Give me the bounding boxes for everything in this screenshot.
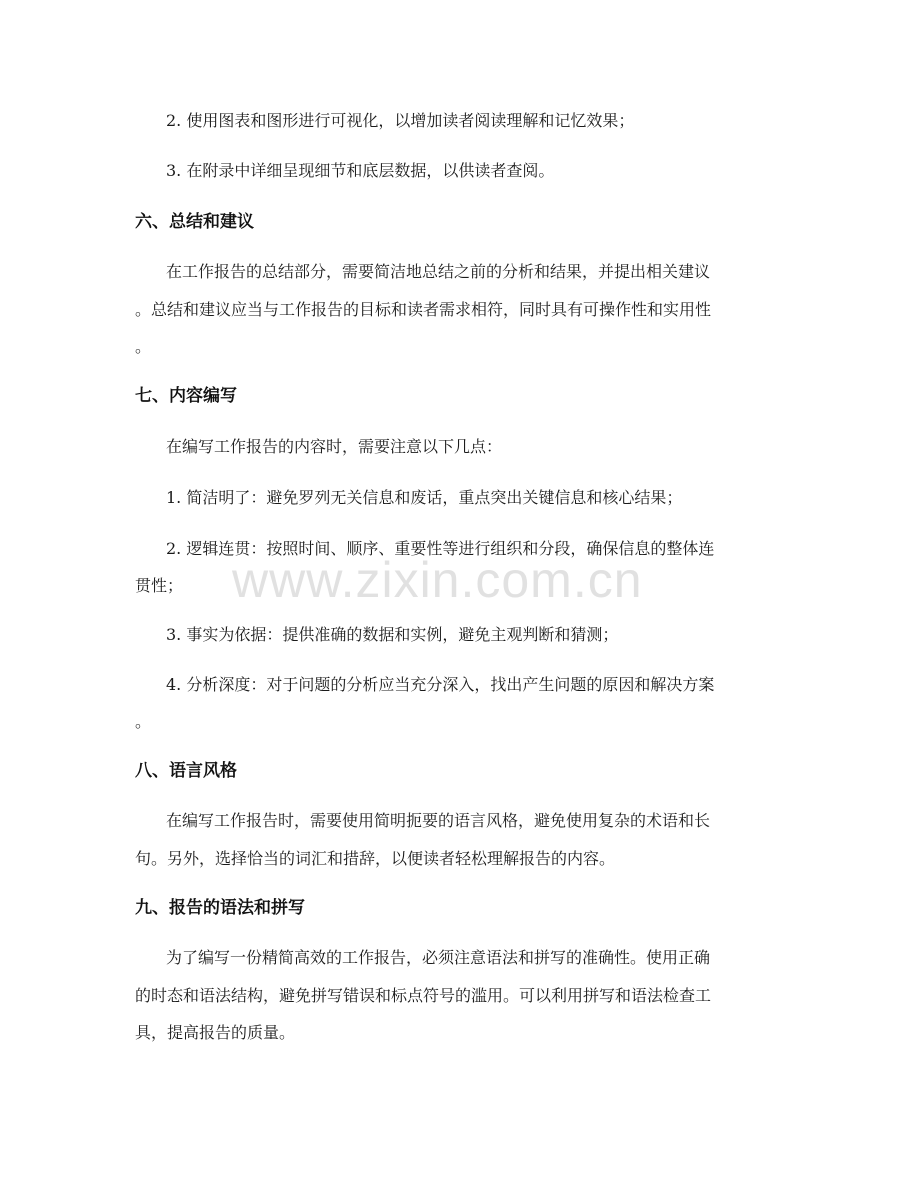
paragraph-line: 。 — [135, 337, 152, 356]
watermark: www.zixin.com.cn — [232, 552, 643, 608]
section-heading-8: 八、语言风格 — [135, 761, 237, 781]
list-item-3: 3. 在附录中详细呈现细节和底层数据，以供读者查阅。 — [166, 161, 555, 180]
paragraph-line: 为了编写一份精简高效的工作报告，必须注意语法和拼写的准确性。使用正确 — [166, 948, 711, 967]
paragraph-line: 的时态和语法结构，避免拼写错误和标点符号的滥用。可以利用拼写和语法检查工 — [135, 986, 712, 1005]
paragraph-line: 具，提高报告的质量。 — [135, 1023, 296, 1042]
paragraph-line: 句。另外，选择恰当的词汇和措辞，以便读者轻松理解报告的内容。 — [135, 849, 616, 868]
list-item-point-4-cont: 。 — [135, 712, 152, 731]
paragraph-line: 在工作报告的总结部分，需要简洁地总结之前的分析和结果，并提出相关建议 — [166, 262, 711, 281]
list-item-point-1: 1. 简洁明了：避免罗列无关信息和废话，重点突出关键信息和核心结果； — [166, 488, 683, 507]
paragraph-line: 在编写工作报告的内容时，需要注意以下几点： — [166, 437, 503, 456]
section-heading-6: 六、总结和建议 — [135, 212, 254, 232]
list-item-point-2-cont: 贯性； — [135, 576, 184, 595]
section-heading-9: 九、报告的语法和拼写 — [135, 898, 305, 918]
paragraph-line: 在编写工作报告时，需要使用简明扼要的语言风格，避免使用复杂的术语和长 — [166, 811, 711, 830]
paragraph-line: 。总结和建议应当与工作报告的目标和读者需求相符，同时具有可操作性和实用性 — [135, 300, 712, 319]
list-item-point-3: 3. 事实为依据：提供准确的数据和实例，避免主观判断和猜测； — [166, 625, 619, 644]
list-item-point-4: 4. 分析深度：对于问题的分析应当充分深入，找出产生问题的原因和解决方案 — [166, 675, 715, 694]
list-item-point-2: 2. 逻辑连贯：按照时间、顺序、重要性等进行组织和分段，确保信息的整体连 — [166, 539, 715, 558]
list-item-2: 2. 使用图表和图形进行可视化，以增加读者阅读理解和记忆效果； — [166, 111, 635, 130]
section-heading-7: 七、内容编写 — [135, 386, 237, 406]
